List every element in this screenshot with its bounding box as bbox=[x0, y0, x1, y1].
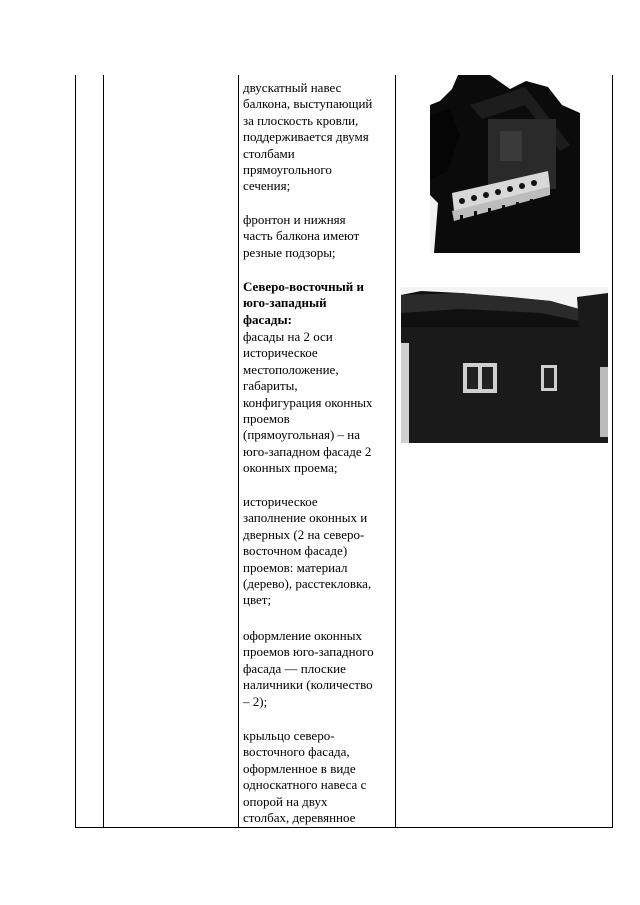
balcony-photo-graphic bbox=[430, 75, 580, 253]
window-trim-paragraph: оформление оконных проемов юго-западного фасада — плоские наличники (количество – 2); bbox=[243, 628, 374, 709]
gable-valance-paragraph: фронтон и нижняя часть балкона имеют резные подзоры; bbox=[243, 212, 360, 260]
table-bottom-border bbox=[75, 827, 613, 828]
table-right-border bbox=[612, 75, 613, 828]
porch-paragraph: крыльцо северо- восточного фасада, оформленное в виде односкатного навеса с опорой на двух столбах, деревянное bbox=[243, 728, 367, 826]
table-left-border bbox=[75, 75, 76, 828]
window-filling-paragraph: историческое заполнение оконных и дверных (2 на северо- восточном фасаде) проемов: материал (дерево), расстекловка, цвет; bbox=[243, 494, 372, 608]
facade-axes-paragraph: фасады на 2 оси историческое местоположение, габариты, конфигурация оконных проемов (прямоугольная) – на юго-западном фасаде 2 оконных проема; bbox=[243, 329, 373, 476]
column-divider-1 bbox=[103, 75, 104, 828]
description-cell bbox=[243, 80, 393, 825]
facade-photo-graphic bbox=[401, 287, 608, 443]
balcony-canopy-paragraph: двускатный навес балкона, выступающий за плоскость кровли, поддерживается двумя столбами прямоугольного сечения; bbox=[243, 80, 373, 194]
column-divider-2 bbox=[238, 75, 239, 828]
facade-photo bbox=[401, 287, 608, 443]
column-divider-3 bbox=[395, 75, 396, 828]
facades-heading: Северо-восточный и юго-западный фасады: bbox=[243, 279, 364, 327]
balcony-photo bbox=[430, 75, 580, 253]
